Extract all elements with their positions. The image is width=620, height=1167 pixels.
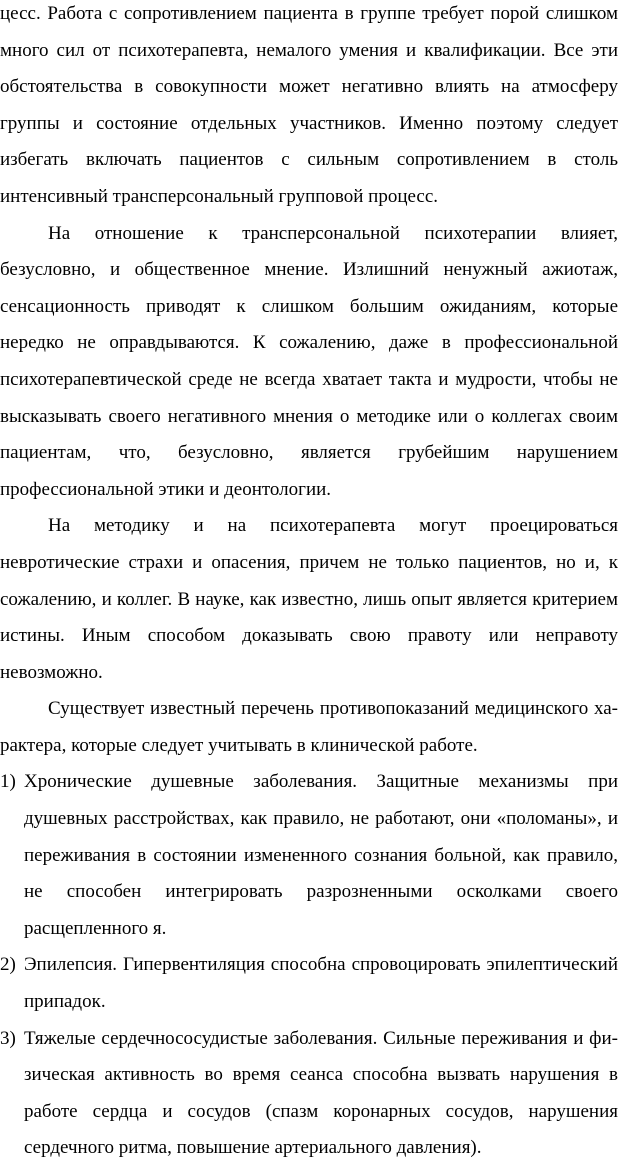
paragraph-projection: На методику и на психотерапевта могут проецироваться невротические страхи и опасения, причем не только пациентов, но и, к сожалению, и коллег. В науке, как известно, лишь опыт является критерием истины. Иным способом доказывать свою правоту или неправоту невозможно. <box>0 515 618 683</box>
list-marker: 2) <box>0 954 16 976</box>
paragraph-contraindications-intro: Существует известный перечень противопоказаний медицинского характера, которые следует учитывать в клинической работе. <box>0 698 618 756</box>
list-marker: 1) <box>0 771 16 793</box>
list-item <box>0 1021 618 1167</box>
paragraph-public-opinion: На отношение к трансперсональной психотерапии влияет, безусловно, и общественное мнение. Излишний ненужный ажиотаж, сенсационность приводят к слишком большим ожиданиям, которые нередко не оправдываются. К сожалению, даже в профессиональной психотерапевтической среде не всегда хватает такта и мудрости, чтобы не высказывать своего негативного мнения о методике или о коллегах своим пациентам, что, безусловно, является грубейшим нарушением профессиональной этики и деонтологии. <box>0 222 618 500</box>
paragraph-continuation: цесс. Работа с сопротивлением пациента в группе требует порой слишком много сил от психотерапевта, немалого умения и квалификации. Все эти обстоятельства в совокупности может негативно влиять на атмосферу группы и состояние отдельных участников. Именно поэтому следует избегать включать пациентов с сильным сопротивлением в столь интенсивный трансперсональный групповой процесс. <box>0 3 618 207</box>
list-marker: 3) <box>0 1027 16 1049</box>
list-item-text: Хронические душевные заболевания. Защитные механизмы при душевных расстройствах, как правило, не работают, они «поломаны», и переживания в состоянии измененного сознания больной, как правило, не способен интегрировать разрозненными осколками своего расщепленного я. <box>24 771 618 939</box>
list-item <box>0 947 618 1020</box>
list-item-text: Эпилепсия. Гипервентиляция способна спровоцировать эпилептический припадок. <box>24 954 618 1013</box>
list-item-text: Тяжелые сердечнососудистые заболевания. Сильные переживания и физическая активность во время сеанса способна вызвать нарушения в работе сердца и сосудов (спазм коронарных сосудов, нарушения сердечного ритма, повышение артериального давления). <box>24 1027 618 1159</box>
